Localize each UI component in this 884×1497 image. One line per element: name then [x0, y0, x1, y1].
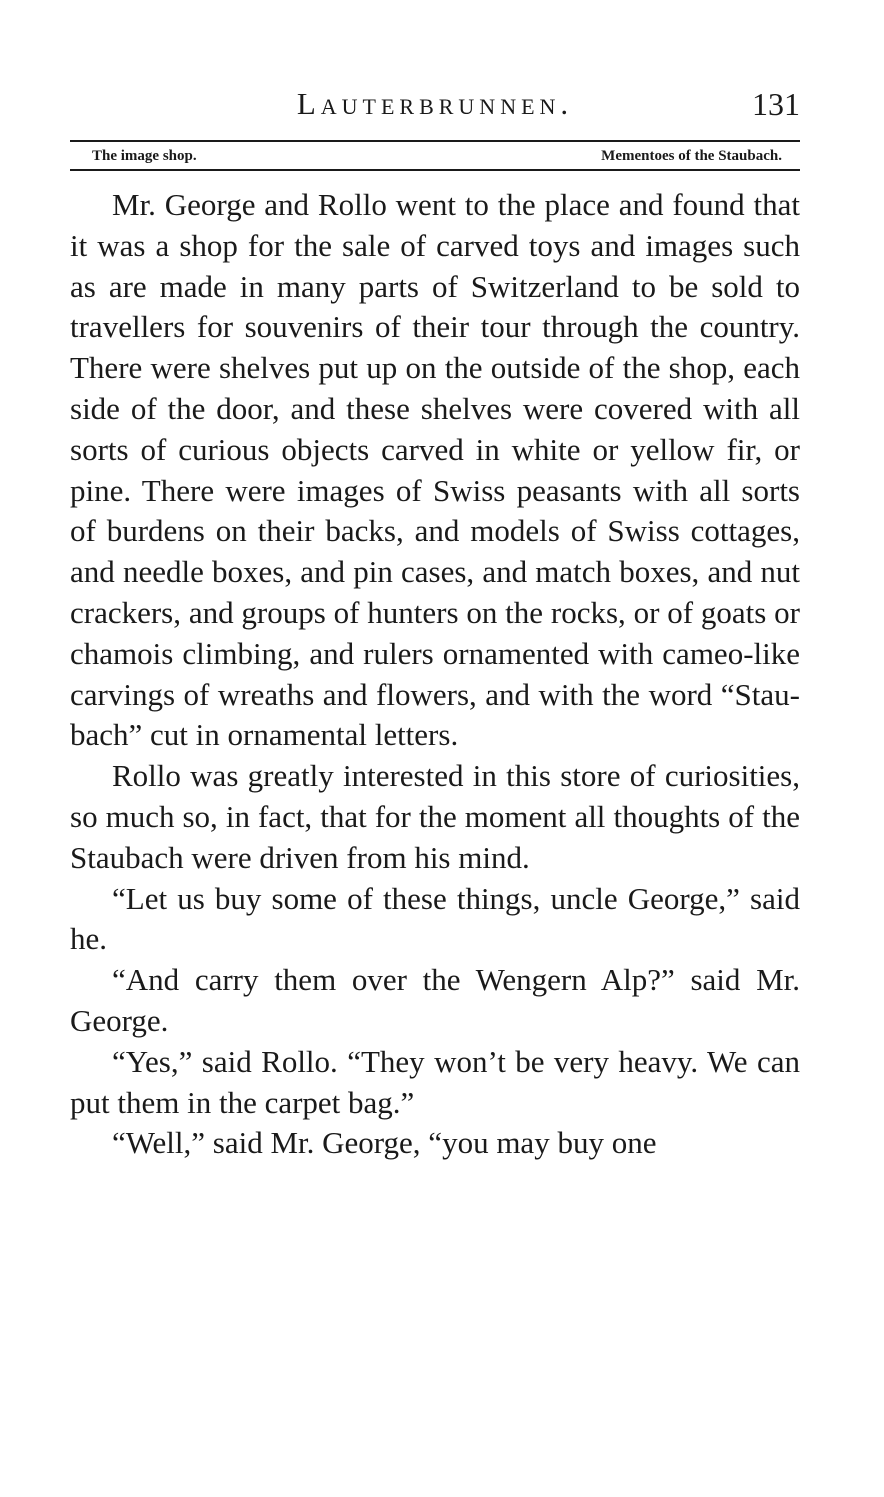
left-subhead: The image shop.: [92, 148, 197, 164]
running-title: Lauterbrunnen.: [296, 86, 574, 121]
paragraph: Rollo was greatly interested in this store of curiosities, so much so, in fact, that for the moment all thoughts of the Staubach were driven from his mind.: [70, 758, 800, 875]
paragraph: “Well,” said Mr. George, “you may buy one: [112, 1125, 657, 1161]
page-number: 131: [752, 86, 800, 122]
subheads: [70, 142, 800, 169]
running-head: [70, 86, 800, 136]
header-rule-bottom: [70, 169, 800, 171]
book-page: [70, 86, 800, 1164]
paragraph: Mr. George and Rollo went to the place and found that it was a shop for the sale of carved toys and images such as are made in many parts of Switzerland to be sold to travellers for souvenirs of their tour through the country. There were shelves put up on the outside of the shop, each side of the door, and these shelves were covered with all sorts of curious objects carved in white or yellow fir, or pine. There were images of Swiss peasants with all sorts of burdens on their backs, and models of Swiss cottages, and needle boxes, and pin cases, and match boxes, and nut crackers, and groups of hunters on the rocks, or of goats or chamois climbing, and rulers ornamented with cameo-like carvings of wreaths and flowers, and with the word “Staubach” cut in ornamental letters.: [70, 187, 800, 753]
right-subhead: Mementoes of the Staubach.: [601, 148, 782, 164]
paragraph: “Let us buy some of these things, uncle George,” said he.: [70, 880, 800, 957]
paragraph: “And carry them over the Wengern Alp?” said Mr. George.: [70, 962, 800, 1038]
body-text: [70, 185, 800, 1164]
paragraph: “Yes,” said Rollo. “They won’t be very heavy. We can put them in the carpet bag.”: [70, 1043, 800, 1120]
